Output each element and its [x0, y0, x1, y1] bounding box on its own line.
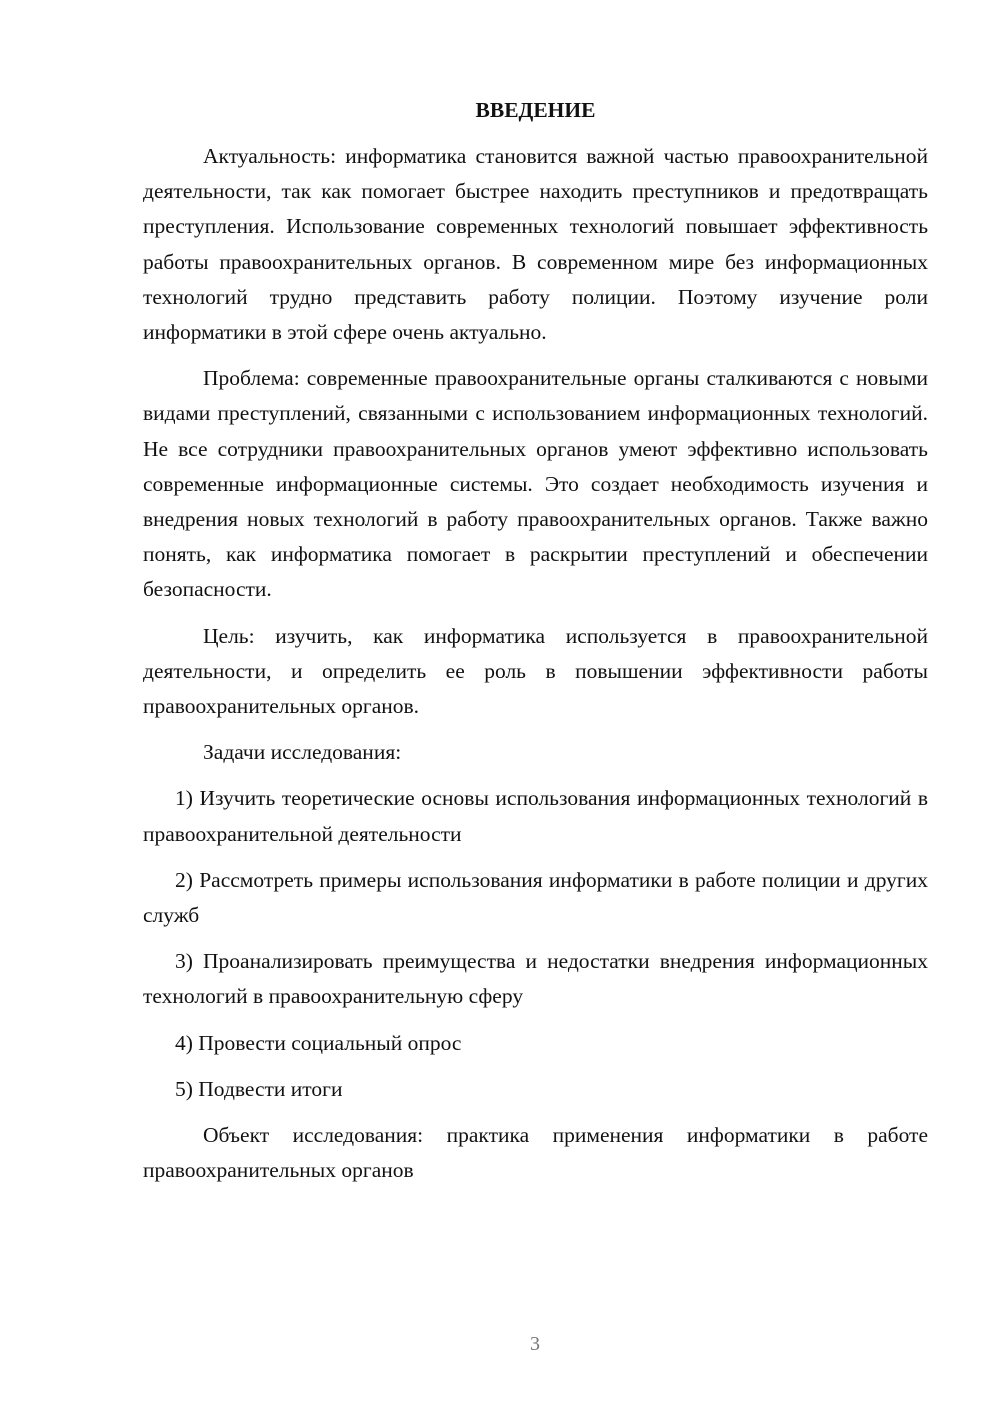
section-heading: ВВЕДЕНИЕ: [475, 98, 596, 122]
task-item-2: 2) Рассмотреть примеры использования информатики в работе полиции и других служб: [143, 867, 928, 928]
tasks-heading: Задачи исследования:: [203, 740, 402, 765]
goal-paragraph: Цель: изучить, как информатика используется в правоохранительной деятельности, и определить ее роль в повышении эффективности работы правоохранительных органов.: [143, 623, 928, 719]
problem-paragraph: Проблема: современные правоохранительные органы сталкиваются с новыми видами преступлений, связанными с использованием информационных технологий. Не все сотрудники правоохранительных органов умеют эффективно использовать современные информационные системы. Это создает необходимость изучения и внедрения новых технологий в работу правоохранительных органов. Также важно понять, как информатика помогает в раскрытии преступлений и обеспечении безопасности.: [143, 366, 928, 602]
task-item-4: 4) Провести социальный опрос: [175, 1030, 462, 1055]
task-item-5: 5) Подвести итоги: [175, 1076, 343, 1101]
page-number: 3: [530, 1333, 540, 1355]
task-item-1: 1) Изучить теоретические основы использования информационных технологий в правоохранительной деятельности: [143, 786, 928, 846]
page-content: [143, 93, 928, 1188]
object-paragraph: Объект исследования: практика применения информатики в работе правоохранительных органов: [143, 1123, 928, 1183]
task-item-3: 3) Проанализировать преимущества и недостатки внедрения информационных технологий в правоохранительную сферу: [143, 949, 928, 1009]
relevance-paragraph: Актуальность: информатика становится важной частью правоохранительной деятельности, так как помогает быстрее находить преступников и предотвращать преступления. Использование современных технологий повышает эффективность работы правоохранительных органов. В современном мире без информационных технологий трудно представить работу полиции. Поэтому изучение роли информатики в этой сфере очень актуально.: [143, 144, 928, 345]
